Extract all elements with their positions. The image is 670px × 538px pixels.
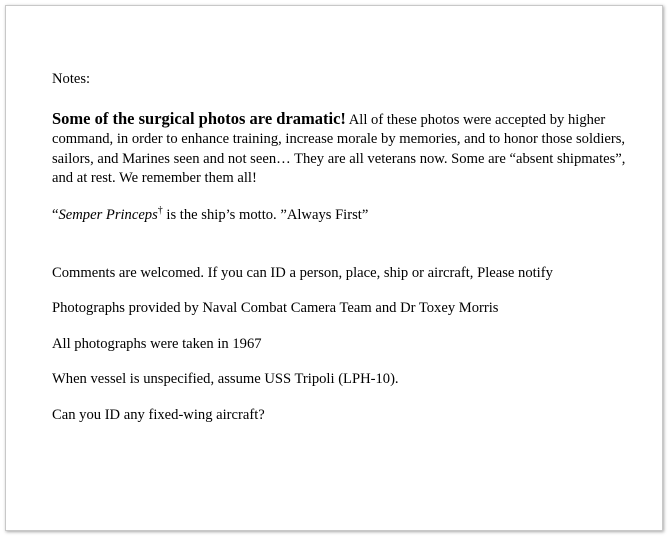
aircraft-question-line: Can you ID any fixed-wing aircraft? — [52, 406, 265, 423]
intro-paragraph — [52, 109, 632, 189]
intro-lead-text: Some of the surgical photos are dramatic! — [52, 108, 346, 128]
dagger-footnote-mark: † — [157, 205, 163, 217]
notes-label: Notes: — [52, 71, 91, 87]
motto-text: Semper Princeps — [58, 206, 158, 223]
motto-open-quote: “ — [52, 206, 59, 223]
credits-line: Photographs provided by Naval Combat Camera Team and Dr Toxey Morris — [52, 300, 499, 317]
comments-line: Comments are welcomed. If you can ID a person, place, ship or aircraft, Please notify — [52, 264, 553, 281]
document-content — [52, 70, 632, 442]
motto-line — [52, 206, 632, 226]
motto-rest: is the ship’s motto. ”Always First” — [162, 206, 369, 223]
intro-body-text: All of these photos were accepted by higher command, in order to enhance training, increase morale by memories, and to honor those soldiers, sailors, and Marines seen and not seen… They are all veterans now. Some are “absent shipmates”, and at rest. We remember them all! — [52, 111, 626, 187]
document-page — [5, 5, 663, 531]
vessel-line: When vessel is unspecified, assume USS Tripoli (LPH-10). — [52, 371, 399, 388]
year-line: All photographs were taken in 1967 — [52, 335, 262, 352]
